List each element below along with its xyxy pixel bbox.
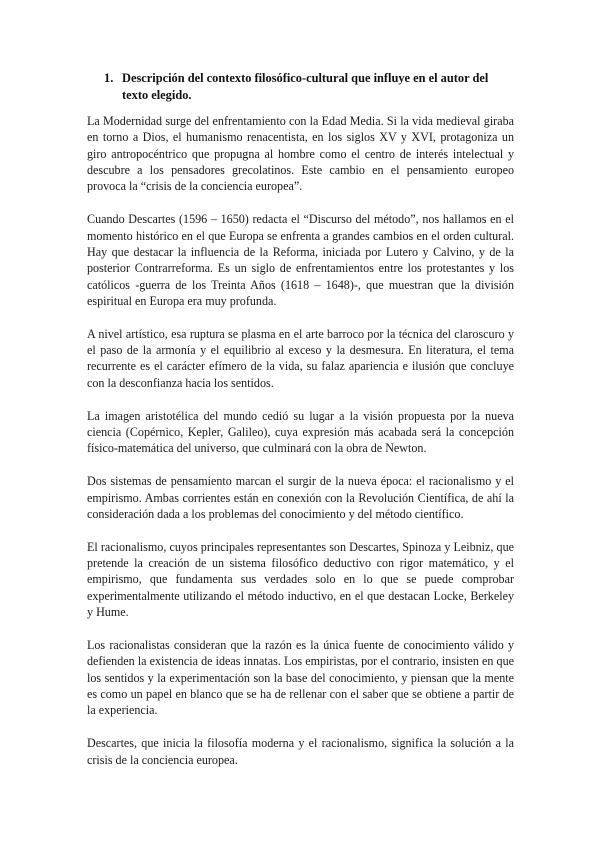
section-number: 1.	[104, 71, 114, 85]
paragraph-racionalismo-empirismo: El racionalismo, cuyos principales representantes son Descartes, Spinoza y Leibniz, que pretende la creación de un sistema filosófico deductivo con rigor matemático, y el empirismo, que fundamenta sus verdades solo en lo que se puede comprobar experimentalmente utilizando el método inductivo, en el que destacan Locke, Berkeley y Hume.	[87, 539, 514, 620]
paragraph-arte-barroco: A nivel artístico, esa ruptura se plasma en el arte barroco por la técnica del claroscuro y el paso de la armonía y el equilibrio al exceso y la desmesura. En literatura, el tema recurrente es el carácter efímero de la vida, su falaz apariencia e ilusión que concluye con la desconfianza hacia los sentidos.	[87, 326, 514, 390]
paragraph-modernidad: La Modernidad surge del enfrentamiento con la Edad Media. Si la vida medieval giraba en torno a Dios, el humanismo renacentista, en los siglos XV y XVI, protagoniza un giro antropocéntrico que propugna al hombre como el centro de interés intelectual y descubre a los pensadores grecolatinos. Este cambio en el pensamiento europeo provoca la “crisis de la conciencia europea”.	[87, 114, 514, 194]
paragraph-razon-experiencia: Los racionalistas consideran que la razón es la única fuente de conocimiento válido y defienden la existencia de ideas innatas. Los empiristas, por el contrario, insisten en que los sentidos y la experimentación son la base del conocimiento, y piensan que la mente es como un papel en blanco que se ha de rellenar con el saber que se obtiene a partir de la experiencia.	[87, 637, 514, 718]
paragraph-descartes-contexto: Cuando Descartes (1596 – 1650) redacta el “Discurso del método”, nos hallamos en el momento histórico en el que Europa se enfrenta a grandes cambios en el orden cultural. Hay que destacar la influencia de la Reforma, iniciada por Lutero y Calvino, y de la posterior Contrarreforma. Es un siglo de enfrentamientos entre los protestantes y los católicos -guerra de los Treinta Años (1618 – 1648)-, que muestran que la división espiritual en Europa era muy profunda.	[87, 212, 514, 308]
document-body	[87, 113, 514, 784]
paragraph-conclusion: Descartes, que inicia la filosofía moderna y el racionalismo, significa la solución a la crisis de la conciencia europea.	[87, 736, 514, 767]
paragraph-nueva-ciencia: La imagen aristotélica del mundo cedió su lugar a la visión propuesta por la nueva ciencia (Copérnico, Kepler, Galileo), cuya expresión más acabada será la concepción físico-matemática del universo, que culminará con la obra de Newton.	[87, 408, 514, 456]
section-title: Descripción del contexto filosófico-cultural que influye en el autor del texto elegido.	[122, 71, 489, 102]
paragraph-sistemas-pensamiento: Dos sistemas de pensamiento marcan el surgir de la nueva época: el racionalismo y el empirismo. Ambas corrientes están en conexión con la Revolución Científica, de ahí la consideración dada a los problemas del conocimiento y del método científico.	[87, 474, 514, 521]
section-heading	[104, 70, 516, 104]
